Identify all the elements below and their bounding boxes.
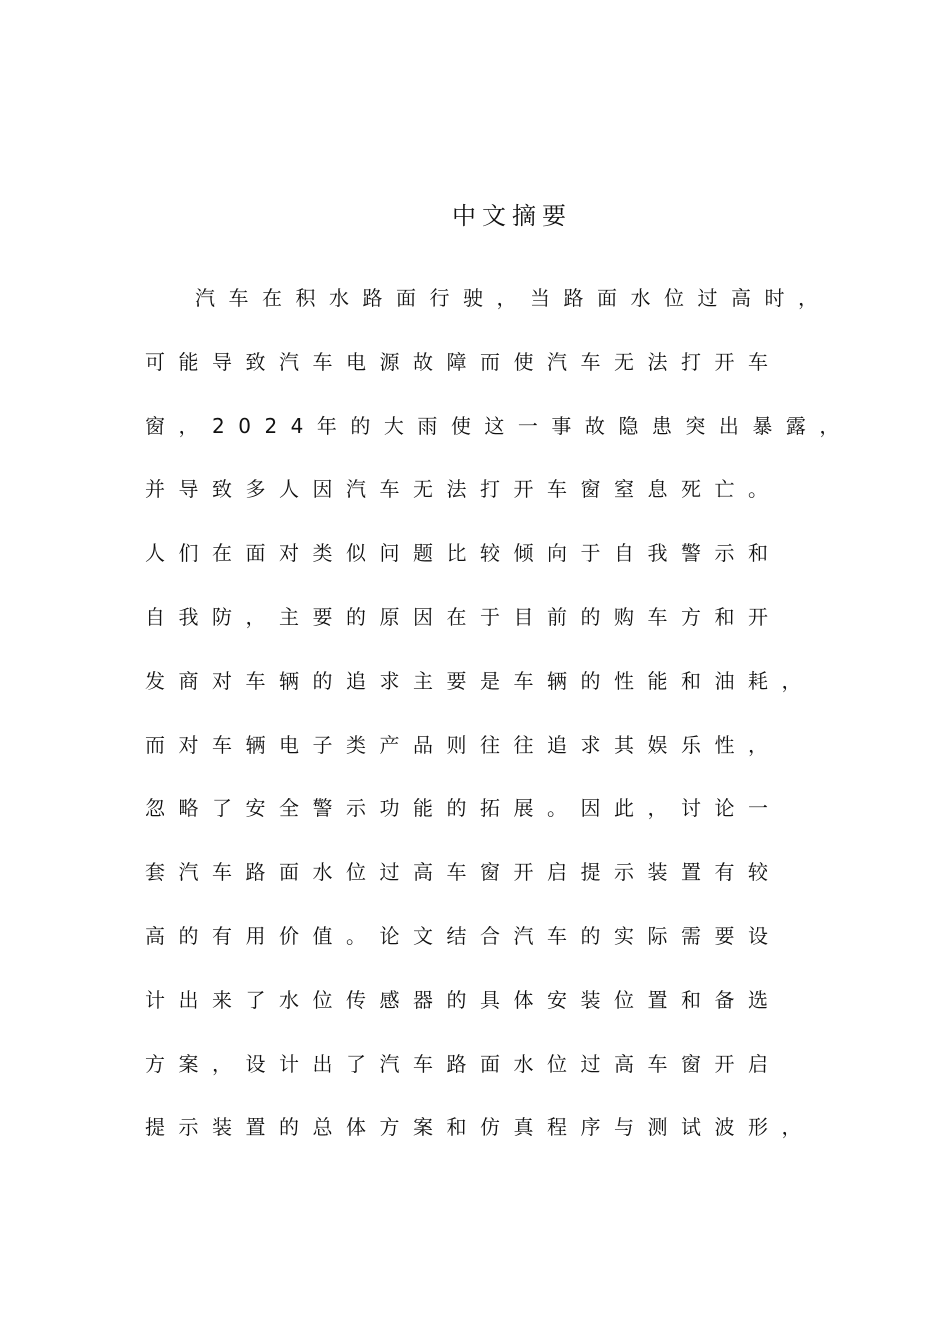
abstract-line: 窗，2024年的大雨使这一事故隐患突出暴露， — [145, 413, 853, 438]
abstract-body — [145, 280, 865, 1173]
abstract-line: 忽略了安全警示功能的拓展。因此，讨论一 — [145, 796, 782, 821]
abstract-line: 可能导致汽车电源故障而使汽车无法打开车 — [145, 349, 782, 374]
abstract-line: 汽车在积水路面行驶，当路面水位过高时， — [195, 286, 832, 310]
page-title: 中文摘要 — [452, 202, 572, 230]
abstract-line: 计出来了水位传感器的具体安装位置和备选 — [145, 987, 782, 1012]
abstract-line: 提示装置的总体方案和仿真程序与测试波形， — [145, 1115, 815, 1140]
abstract-line: 发商对车辆的追求主要是车辆的性能和油耗， — [145, 668, 815, 693]
abstract-line: 自我防，主要的原因在于目前的购车方和开 — [145, 604, 782, 629]
abstract-line: 而对车辆电子类产品则往往追求其娱乐性， — [145, 732, 782, 757]
abstract-line: 套汽车路面水位过高车窗开启提示装置有较 — [145, 860, 782, 885]
abstract-line: 人们在面对类似问题比较倾向于自我警示和 — [145, 541, 782, 566]
abstract-line: 高的有用价值。论文结合汽车的实际需要设 — [145, 923, 782, 948]
abstract-line: 并导致多人因汽车无法打开车窗窒息死亡。 — [145, 477, 782, 502]
abstract-line: 方案，设计出了汽车路面水位过高车窗开启 — [145, 1051, 782, 1076]
